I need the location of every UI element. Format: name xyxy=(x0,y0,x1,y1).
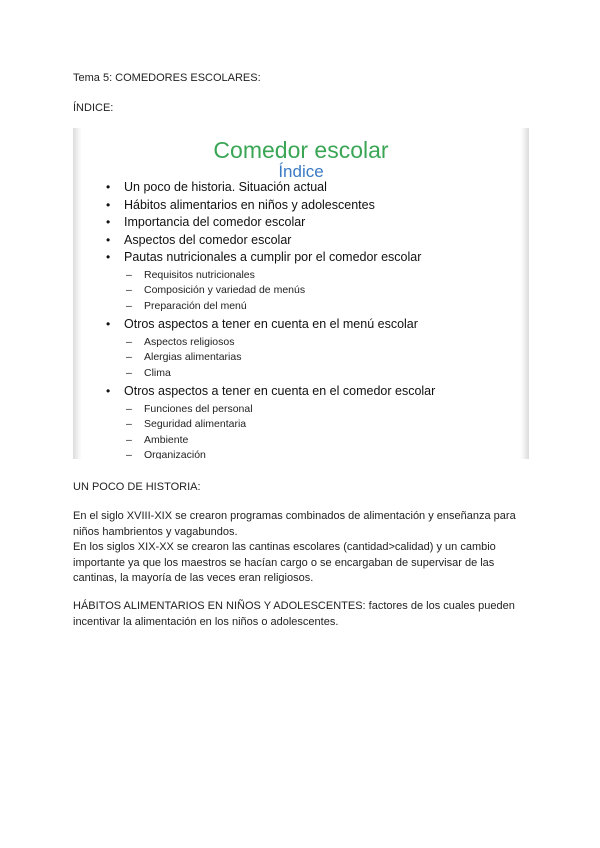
outline-item-label: Un poco de historia. Situación actual xyxy=(124,180,327,194)
outline-item-label: Importancia del comedor escolar xyxy=(124,215,306,229)
slide-subtitle: Índice xyxy=(278,162,324,181)
outline-subitem: – Composición y variedad de menús xyxy=(106,283,435,299)
outline-item-label: Aspectos del comedor escolar xyxy=(124,232,292,247)
outline-sublist xyxy=(106,335,435,382)
outline-item-label: Pautas nutricionales a cumplir por el comedor escolar xyxy=(124,250,422,264)
outline-item xyxy=(106,198,435,214)
habitos-paragraph: HÁBITOS ALIMENTARIOS EN NIÑOS Y ADOLESCENTES: factores de los cuales pueden incentivar la alimentación en los niños o adolescentes. xyxy=(73,600,515,628)
outline-subitem: – Funciones del personal xyxy=(106,402,435,418)
historia-paragraph-1: En el siglo XVIII-XIX se crearon programas combinados de alimentación y enseñanza para niños hambrientos y vagabundos. xyxy=(73,510,516,538)
outline-subitem: – Clima xyxy=(106,366,435,382)
index-slide-image xyxy=(73,128,529,459)
outline-item xyxy=(106,180,435,196)
outline-sublist xyxy=(106,268,435,315)
outline-subitem: – Alergias alimentarias xyxy=(106,350,435,366)
historia-heading: UN POCO DE HISTORIA: xyxy=(73,481,201,493)
outline-item xyxy=(106,384,435,400)
outline-sublist xyxy=(106,402,435,460)
outline-item-label: Otros aspectos a tener en cuenta en el menú escolar xyxy=(124,317,418,331)
outline-item-label: Otros aspectos a tener en cuenta en el comedor escolar xyxy=(124,384,436,398)
outline-item xyxy=(106,215,435,231)
outline-item xyxy=(106,250,435,266)
outline-subitem: – Seguridad alimentaria xyxy=(106,417,435,433)
document-title: Tema 5: COMEDORES ESCOLARES: xyxy=(73,72,261,84)
outline-subitem: – Requisitos nutricionales xyxy=(106,268,435,284)
slide-outline-list xyxy=(106,180,435,459)
slide-title: Comedor escolar xyxy=(213,137,389,163)
outline-item xyxy=(106,317,435,333)
outline-subitem: – Preparación del menú xyxy=(106,299,435,315)
outline-item-label: Hábitos alimentarios en niños y adolescentes xyxy=(124,197,375,212)
index-heading: ÍNDICE: xyxy=(73,102,114,114)
outline-subitem: – Ambiente xyxy=(106,433,435,449)
outline-subitem: – Organización xyxy=(106,448,435,459)
historia-paragraph-2: En los siglos XIX-XX se crearon las cantinas escolares (cantidad>calidad) y un cambio importante ya que los maestros se hacían cargo o se encargaban de supervisar de las cantinas, la mayoría de las veces eran religiosos. xyxy=(73,541,496,584)
outline-item xyxy=(106,233,435,249)
outline-subitem: – Aspectos religiosos xyxy=(106,335,435,351)
